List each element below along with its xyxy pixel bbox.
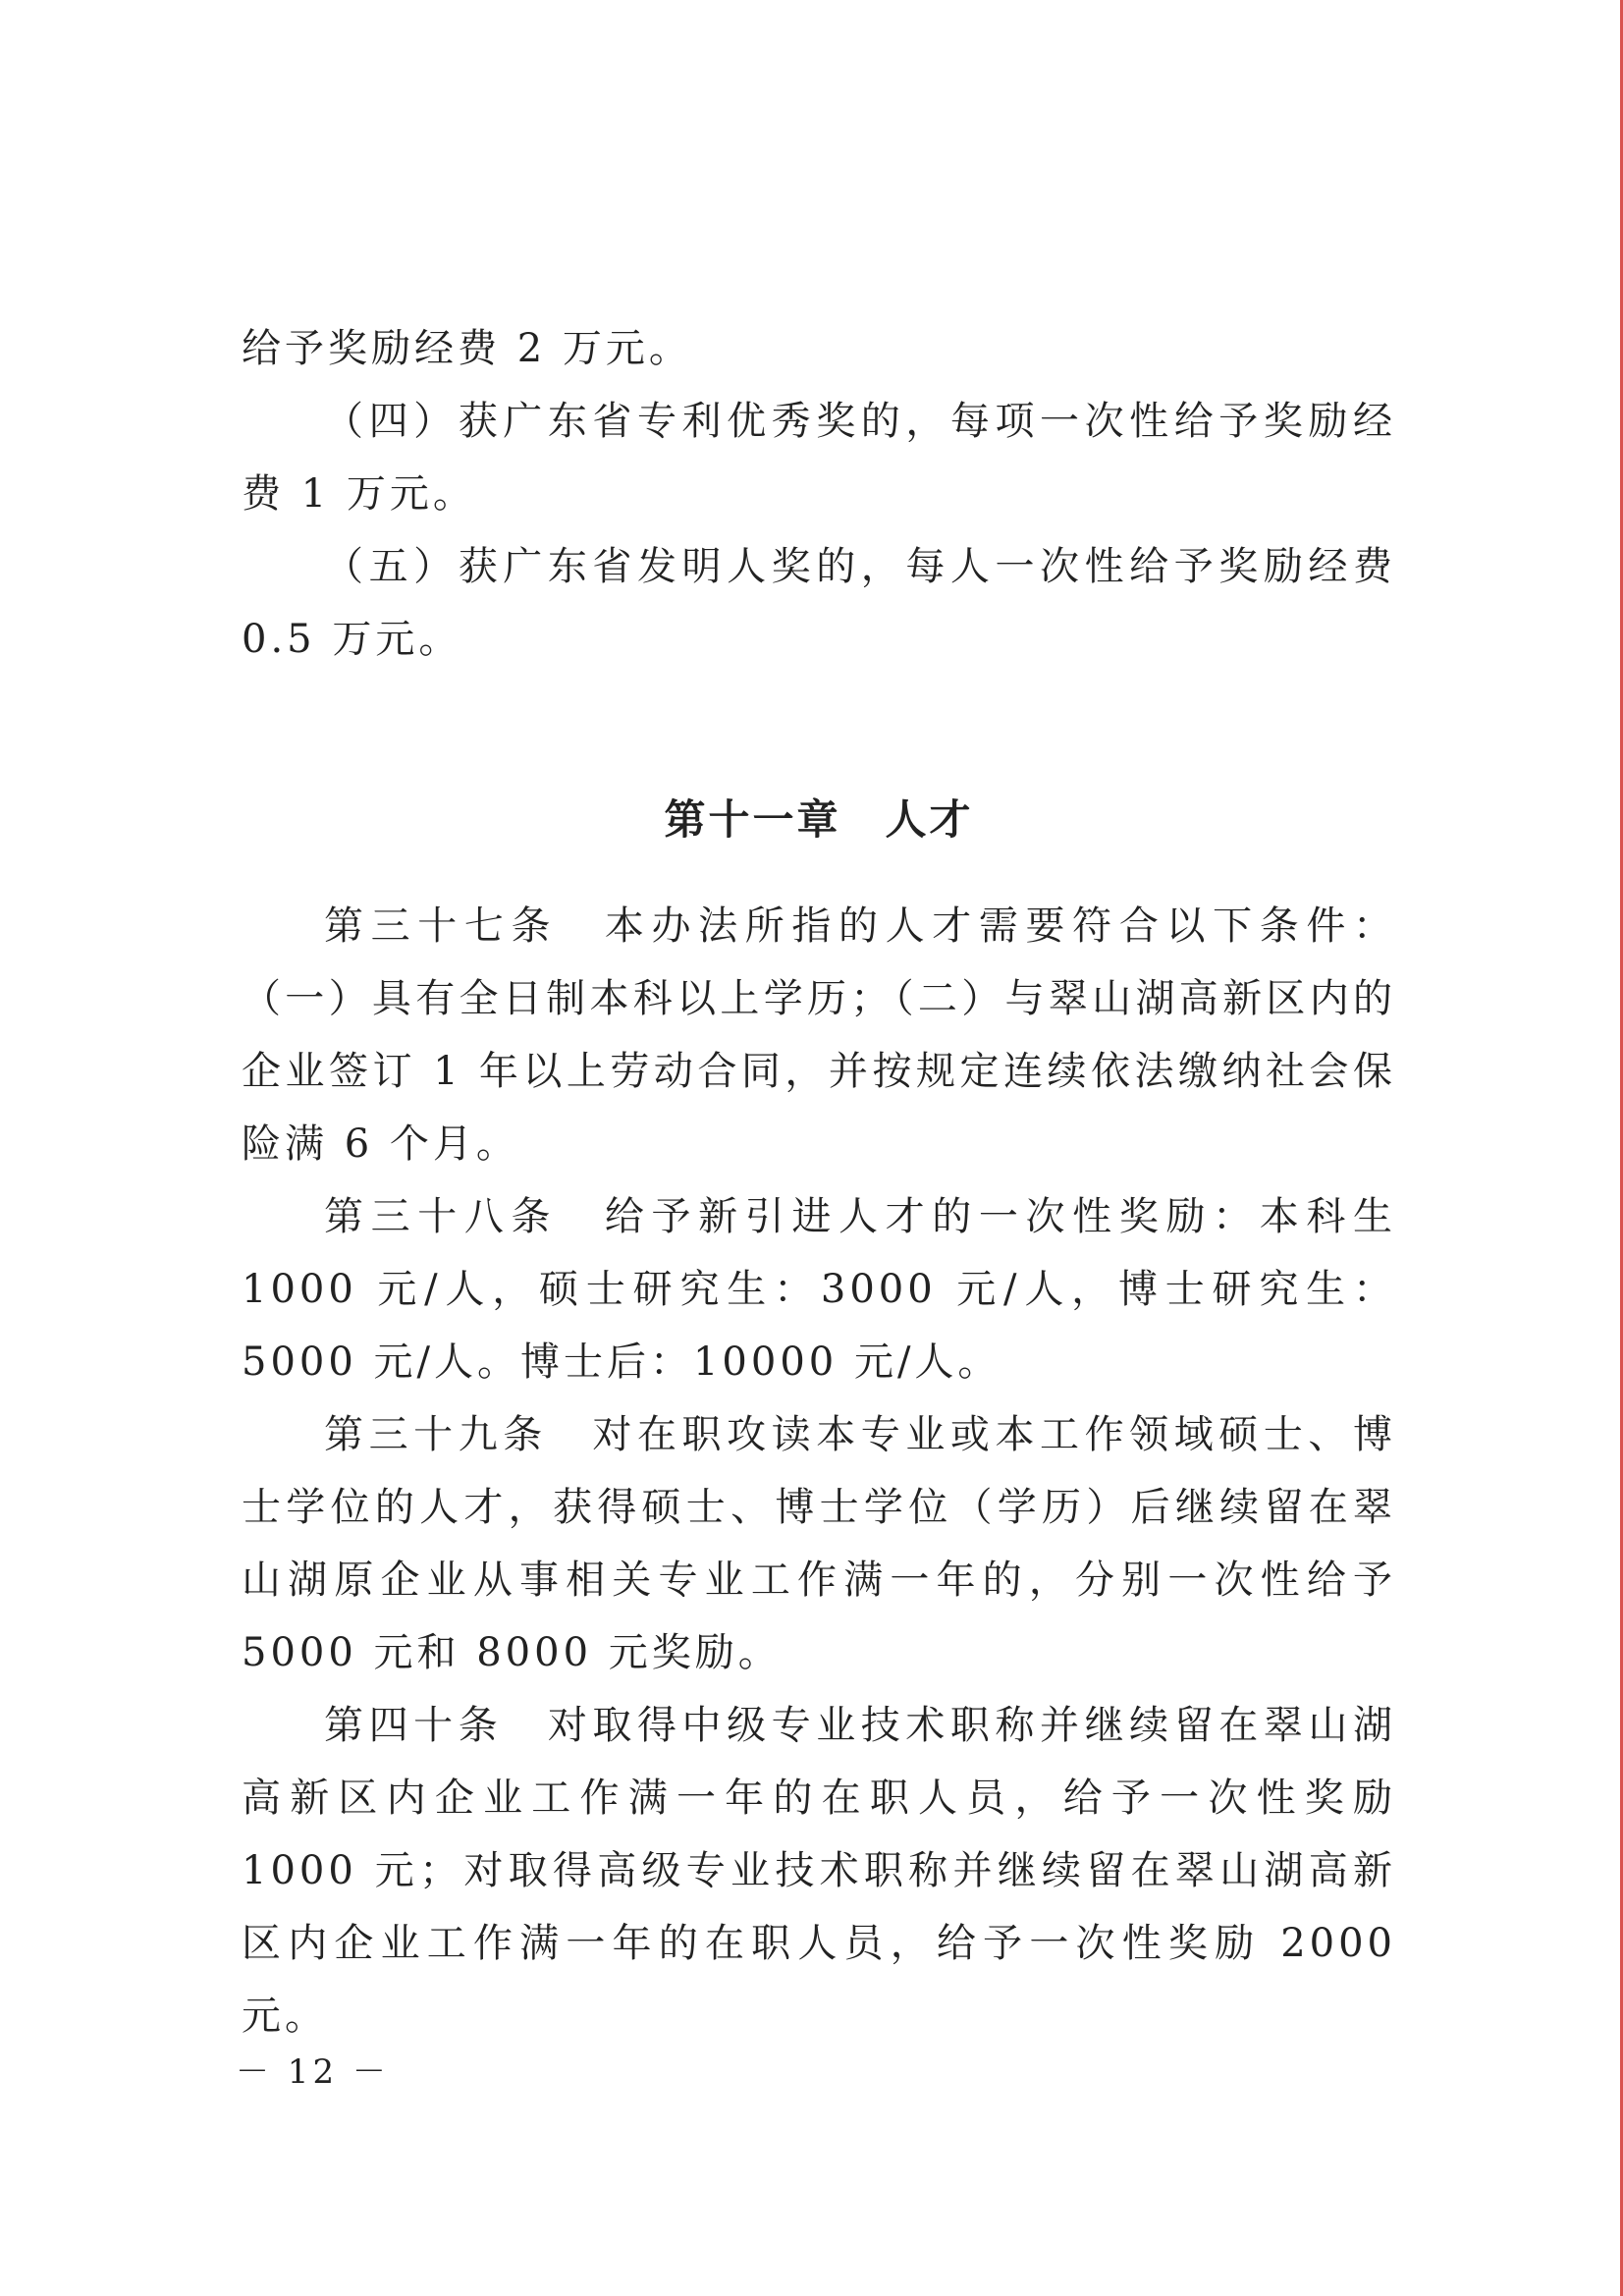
article-39: 第三十九条 对在职攻读本专业或本工作领域硕士、博士学位的人才，获得硕士、博士学位（学历）后继续留在翠山湖原企业从事相关专业工作满一年的，分别一次性给予 5000 元和 8000 元奖励。 [242, 1412, 1396, 1675]
article-40: 第四十条 对取得中级专业技术职称并继续留在翠山湖高新区内企业工作满一年的在职人员，给予一次性奖励 1000 元；对取得高级专业技术职称并继续留在翠山湖高新区内企业工作满一年的在职人员，给予一次性奖励 2000 元。 [242, 1703, 1396, 2039]
article-38: 第三十八条 给予新引进人才的一次性奖励：本科生 1000 元/人，硕士研究生：3000 元/人，博士研究生：5000 元/人。博士后：10000 元/人。 [242, 1194, 1396, 1385]
paragraph-continuation: 给予奖励经费 2 万元。 [242, 326, 692, 371]
page-number: － 12 － [236, 2052, 390, 2092]
chapter-title: 第十一章 人才 [664, 795, 974, 844]
paragraph-item-four: （四）获广东省专利优秀奖的，每项一次性给予奖励经费 1 万元。 [242, 399, 1396, 517]
paragraph-item-five: （五）获广东省发明人奖的，每人一次性给予奖励经费 0.5 万元。 [242, 544, 1396, 662]
spacer [242, 856, 1396, 890]
article-37: 第三十七条 本办法所指的人才需要符合以下条件：（一）具有全日制本科以上学历；（二）与翠山湖高新区内的企业签订 1 年以上劳动合同，并按规定连续依法缴纳社会保险满 6 个月。 [242, 903, 1396, 1167]
document-body [242, 312, 1396, 2052]
spacer [242, 676, 1396, 784]
